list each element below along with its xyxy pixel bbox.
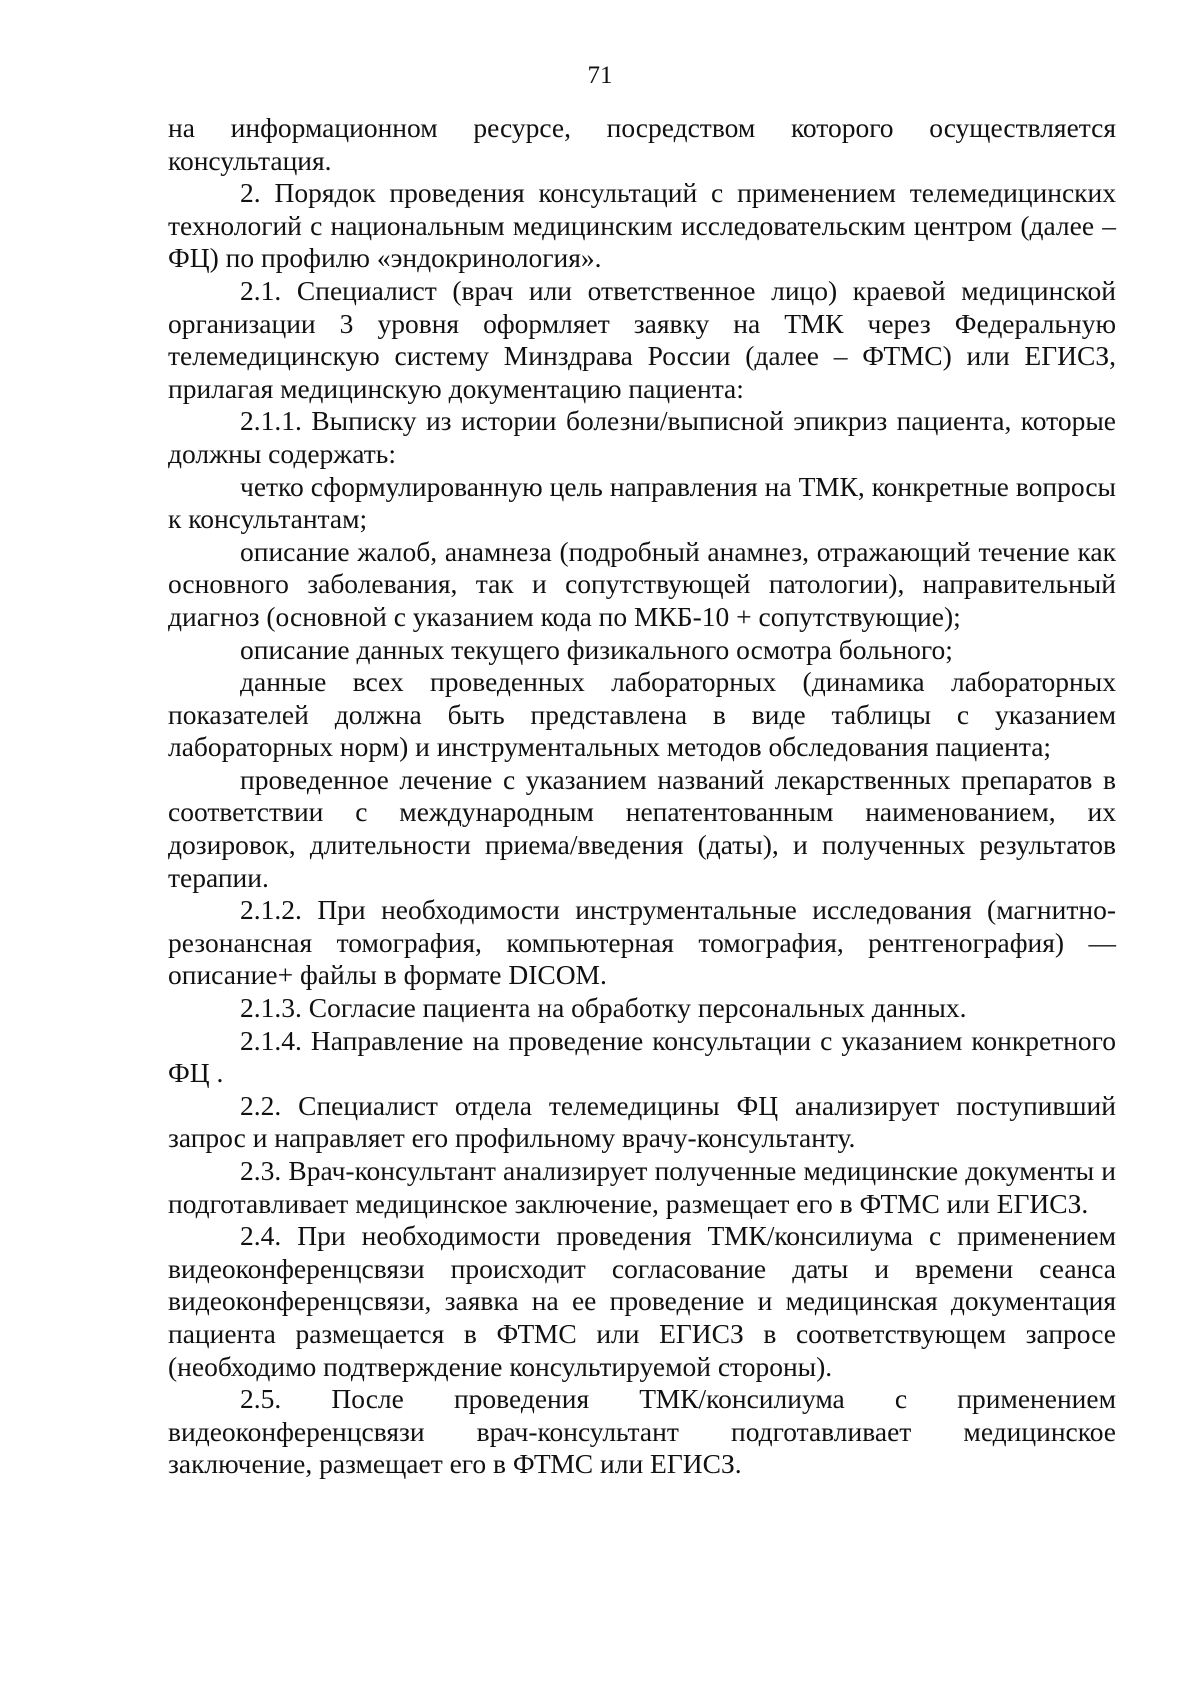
paragraph-item-goal: четко сформулированную цель направления на ТМК, конкретные вопросы к консультантам; (168, 470, 1116, 535)
paragraph-2-5: 2.5. После проведения ТМК/консилиума с применением видеоконференцсвязи врач-консультант подготавливает медицинское заключение, размещает его в ФТМС или ЕГИСЗ. (168, 1383, 1116, 1480)
paragraph-2-1-3: 2.1.3. Согласие пациента на обработку персональных данных. (240, 992, 967, 1024)
paragraph-2-1-2: 2.1.2. При необходимости инструментальные исследования (магнитно-резонансная томография, компьютерная томография, рентгенография) — описание+ файлы в формате DICOM. (168, 894, 1116, 991)
paragraph-2-4: 2.4. При необходимости проведения ТМК/консилиума с применением видеоконференцсвязи происходит согласование даты и времени сеанса видеоконференцсвязи, заявка на ее проведение и медицинская документация пациента размещается в ФТМС или ЕГИСЗ в соответствующем запросе (необходимо подтверждение консультируемой стороны). (168, 1220, 1116, 1382)
paragraph-section-2: 2. Порядок проведения консультаций с применением телемедицинских технологий с национальным медицинским исследовательским центром (далее – ФЦ) по профилю «эндокринология». (168, 177, 1116, 274)
paragraph-2-2: 2.2. Специалист отдела телемедицины ФЦ анализирует поступивший запрос и направляет его профильному врачу-консультанту. (168, 1089, 1116, 1154)
paragraph-2-1-4: 2.1.4. Направление на проведение консультации с указанием конкретного ФЦ . (168, 1024, 1116, 1089)
paragraph-continuation: на информационном ресурсе, посредством которого осуществляется консультация. (168, 112, 1116, 176)
paragraph-item-complaints: описание жалоб, анамнеза (подробный анамнез, отражающий течение как основного заболевания, так и сопутствующей патологии), направительный диагноз (основной с указанием кода по МКБ-10 + сопутствующие); (168, 535, 1116, 632)
paragraph-2-1: 2.1. Специалист (врач или ответственное лицо) краевой медицинской организации 3 уровня оформляет заявку на ТМК через Федеральную телемедицинскую систему Минздрава России (далее – ФТМС) или ЕГИСЗ, прилагая медицинскую документацию пациента: (168, 274, 1116, 404)
paragraph-2-3: 2.3. Врач-консультант анализирует полученные медицинские документы и подготавливает медицинское заключение, размещает его в ФТМС или ЕГИСЗ. (168, 1155, 1116, 1219)
paragraph-2-1-1: 2.1.1. Выписку из истории болезни/выписной эпикриз пациента, которые должны содержать: (168, 405, 1116, 469)
paragraph-item-treatment: проведенное лечение с указанием названий лекарственных препаратов в соответствии с международным непатентованным наименованием, их дозировок, длительности приема/введения (даты), и полученных результатов терапии. (168, 763, 1116, 893)
paragraph-item-exam: описание данных текущего физикального осмотра больного; (240, 633, 953, 665)
page-number: 71 (587, 62, 613, 89)
document-body (168, 112, 1116, 1481)
paragraph-item-lab-data: данные всех проведенных лабораторных (динамика лабораторных показателей должна быть представлена в виде таблицы с указанием лабораторных норм) и инструментальных методов обследования пациента; (168, 666, 1116, 763)
